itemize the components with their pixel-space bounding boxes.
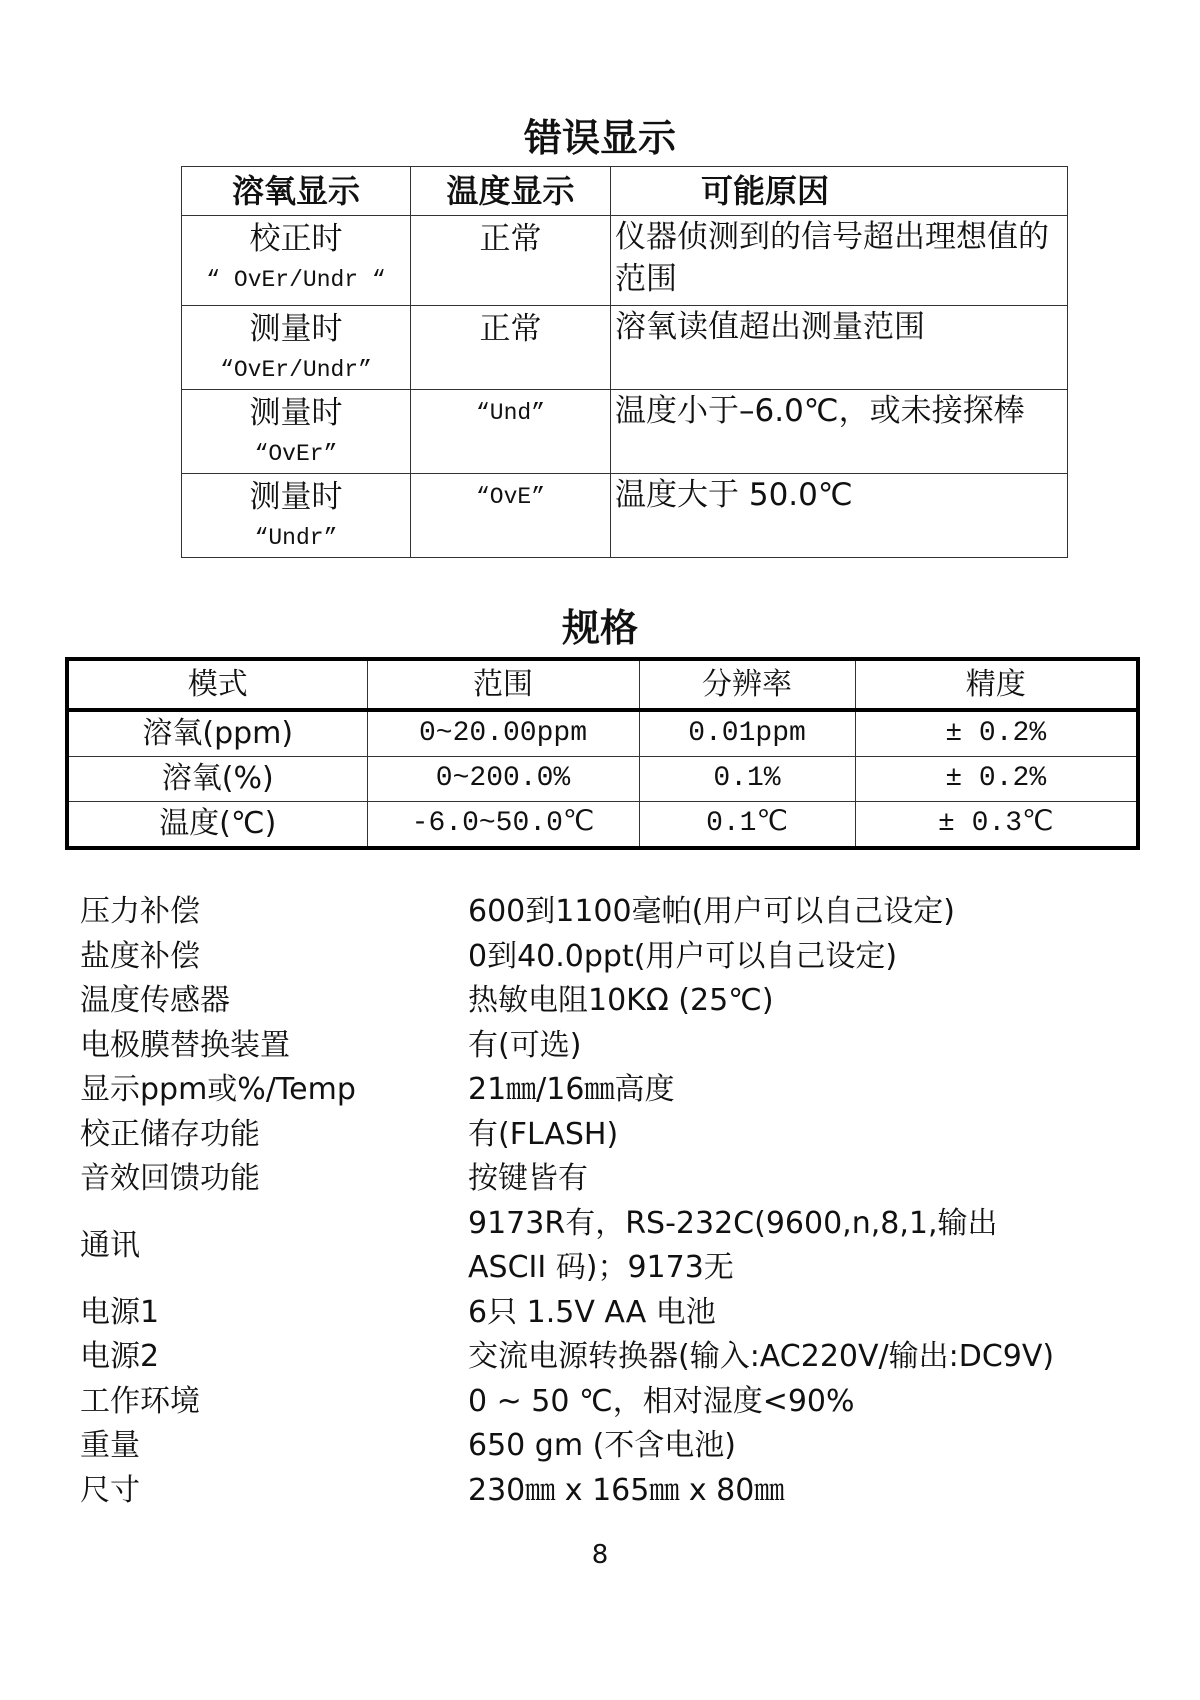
resolution-cell: 0.01ppm [639, 710, 855, 757]
accuracy-cell: ± 0.3℃ [855, 802, 1138, 849]
specifications-title: 规格 [561, 606, 638, 650]
range-cell: -6.0~50.0℃ [367, 802, 639, 849]
spec-label: 电极膜替换装置 [80, 1027, 290, 1063]
spec-value: 按键皆有 [468, 1161, 588, 1196]
spec-item-power-1 [80, 1291, 1140, 1336]
table-row [182, 474, 1068, 558]
header-do-display: 溶氧显示 [182, 167, 411, 216]
spec-value: 230㎜ x 165㎜ x 80㎜ [468, 1472, 785, 1508]
spec-label: 电源1 [80, 1294, 160, 1330]
do-display-cell [182, 216, 411, 306]
do-display-cell [182, 474, 411, 558]
mode-cell: 溶氧(%) [67, 757, 367, 802]
cause-cell: 温度小于–6.0℃，或未接探棒 [611, 390, 1068, 474]
spec-label: 尺寸 [80, 1472, 140, 1508]
do-display-cell [182, 306, 411, 390]
temp-display-cell: “OvE” [411, 474, 611, 558]
header-possible-cause: 可能原因 [611, 167, 1068, 216]
mode-cell: 温度(℃) [67, 802, 367, 849]
specifications-table [65, 657, 1140, 850]
table-row [182, 216, 1068, 306]
do-mode: 测量时 [249, 311, 343, 347]
range-cell: 0~20.00ppm [367, 710, 639, 757]
temp-display-cell: 正常 [411, 216, 611, 306]
temp-display-cell: “Und” [411, 390, 611, 474]
table-row [67, 802, 1138, 849]
spec-value: 交流电源转换器(输入:AC220V/输出:DC9V) [468, 1339, 1055, 1374]
table-row [182, 306, 1068, 390]
spec-value: 21㎜/16㎜高度 [468, 1072, 675, 1107]
spec-label: 音效回馈功能 [80, 1161, 260, 1196]
spec-value: 热敏电阻10KΩ (25℃) [468, 983, 774, 1018]
resolution-cell: 0.1℃ [639, 802, 855, 849]
spec-value: 0到40.0ppt(用户可以自己设定) [468, 938, 898, 974]
spec-label: 电源2 [80, 1339, 160, 1374]
accuracy-cell: ± 0.2% [855, 710, 1138, 757]
do-mode: 校正时 [249, 221, 343, 257]
temp-display-cell: 正常 [411, 306, 611, 390]
header-accuracy: 精度 [855, 659, 1138, 710]
header-temp-display: 温度显示 [411, 167, 611, 216]
header-resolution: 分辨率 [639, 659, 855, 710]
spec-item-display [80, 1068, 1140, 1113]
spec-item-dimensions [80, 1469, 1140, 1514]
spec-value: 有(可选) [468, 1027, 582, 1063]
spec-value: 有(FLASH) [468, 1116, 619, 1152]
do-mode: 测量时 [249, 479, 343, 515]
cause-cell: 溶氧读值超出测量范围 [611, 306, 1068, 390]
do-display-cell [182, 390, 411, 474]
spec-label: 盐度补偿 [80, 938, 200, 974]
spec-label: 校正储存功能 [80, 1116, 260, 1152]
do-code: “OvEr/Undr” [220, 357, 372, 383]
spec-label: 压力补偿 [80, 894, 200, 929]
do-code: “OvEr” [254, 441, 338, 467]
table-row [182, 390, 1068, 474]
spec-item-temperature-sensor [80, 979, 1140, 1024]
spec-value: 650 gm (不含电池) [468, 1428, 737, 1463]
spec-label: 显示ppm或%/Temp [80, 1072, 356, 1107]
header-mode: 模式 [67, 659, 367, 710]
spec-label: 重量 [80, 1428, 140, 1463]
do-mode: 测量时 [249, 395, 343, 431]
do-code: “Undr” [254, 525, 338, 551]
header-range: 范围 [367, 659, 639, 710]
spec-item-weight [80, 1424, 1140, 1469]
cause-cell: 仪器侦测到的信号超出理想值的范围 [611, 216, 1068, 306]
spec-item-audio-feedback [80, 1157, 1140, 1202]
spec-label: 温度传感器 [80, 983, 230, 1018]
table-header-row [182, 167, 1068, 216]
cause-cell: 温度大于 50.0℃ [611, 474, 1068, 558]
spec-item-pressure-compensation [80, 890, 1140, 935]
spec-label: 通讯 [80, 1227, 140, 1263]
spec-label: 工作环境 [80, 1383, 200, 1419]
do-code: “ OvEr/Undr “ [206, 267, 386, 293]
spec-value-line-2: ASCII 码)；9173无 [468, 1250, 734, 1285]
spec-item-communication [80, 1202, 1140, 1291]
resolution-cell: 0.1% [639, 757, 855, 802]
page-number: 8 [591, 1540, 609, 1570]
mode-cell: 溶氧(ppm) [67, 710, 367, 757]
range-cell: 0~200.0% [367, 757, 639, 802]
error-display-table [181, 166, 1068, 558]
spec-item-membrane-replacement [80, 1024, 1140, 1069]
accuracy-cell: ± 0.2% [855, 757, 1138, 802]
spec-item-salinity-compensation [80, 935, 1140, 980]
table-row [67, 710, 1138, 757]
spec-value [468, 1202, 1140, 1291]
spec-value: 0 ~ 50 ℃，相对湿度<90% [468, 1383, 855, 1419]
spec-value: 600到1100毫帕(用户可以自己设定) [468, 894, 956, 929]
spec-value-line-1: 9173R有，RS-232C(9600,n,8,1,输出 [468, 1205, 998, 1241]
error-display-title: 错误显示 [523, 116, 676, 160]
spec-value: 6只 1.5V AA 电池 [468, 1294, 716, 1330]
spec-item-power-2 [80, 1335, 1140, 1380]
spec-item-calibration-storage [80, 1113, 1140, 1158]
spec-list [80, 890, 1140, 1513]
table-header-row [67, 659, 1138, 710]
table-row [67, 757, 1138, 802]
spec-item-operating-environment [80, 1380, 1140, 1425]
